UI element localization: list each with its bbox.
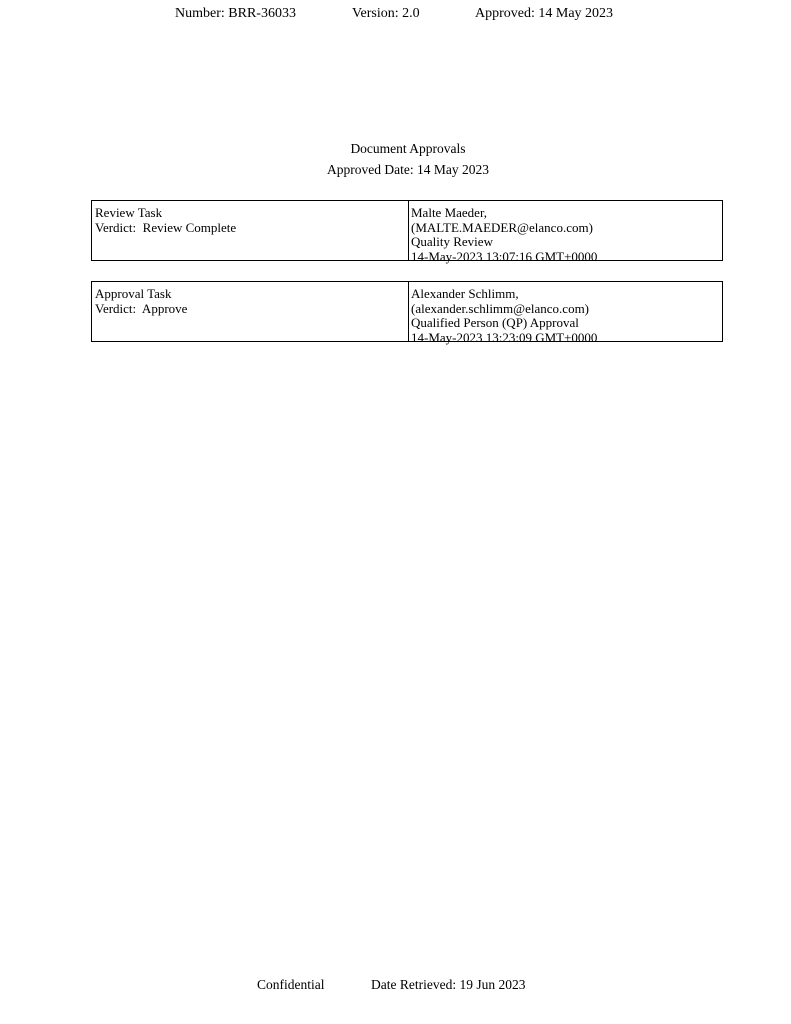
column-divider <box>408 201 409 260</box>
task-info <box>95 287 405 316</box>
page-title: Document Approvals <box>350 141 466 156</box>
task-verdict: Verdict: Approve <box>95 300 188 316</box>
approval-task-box <box>91 281 723 345</box>
date-retrieved: Date Retrieved: 19 Jun 2023 <box>371 977 526 992</box>
approved-date-header: Approved: 14 May 2023 <box>475 6 614 21</box>
task-verdict: Verdict: Review Complete <box>95 219 237 235</box>
signer-role: Qualified Person (QP) Approval <box>411 315 579 330</box>
signer-info <box>411 206 721 264</box>
signer-email: (alexander.schlimm@elanco.com) <box>411 300 590 316</box>
task-name: Review Task <box>95 205 163 220</box>
task-info <box>95 206 405 235</box>
signer-name: Malte Maeder, <box>411 205 488 220</box>
signer-email: (MALTE.MAEDER@elanco.com) <box>411 219 593 235</box>
confidential-label: Confidential <box>257 977 325 992</box>
approved-date: Approved Date: 14 May 2023 <box>327 162 489 177</box>
approvals-title-block <box>0 138 791 180</box>
task-name: Approval Task <box>95 286 172 301</box>
signature-timestamp: 14-May-2023 13:07:16 GMT+0000 <box>411 248 598 264</box>
column-divider <box>408 282 409 341</box>
document-number: Number: BRR-36033 <box>175 6 296 21</box>
signer-name: Alexander Schlimm, <box>411 286 519 301</box>
review-task-box <box>91 200 723 264</box>
page-header <box>0 7 791 23</box>
signer-info <box>411 287 721 345</box>
page-footer <box>0 978 791 994</box>
signature-timestamp: 14-May-2023 13:23:09 GMT+0000 <box>411 329 598 345</box>
signer-role: Quality Review <box>411 234 493 249</box>
document-version: Version: 2.0 <box>352 6 420 21</box>
